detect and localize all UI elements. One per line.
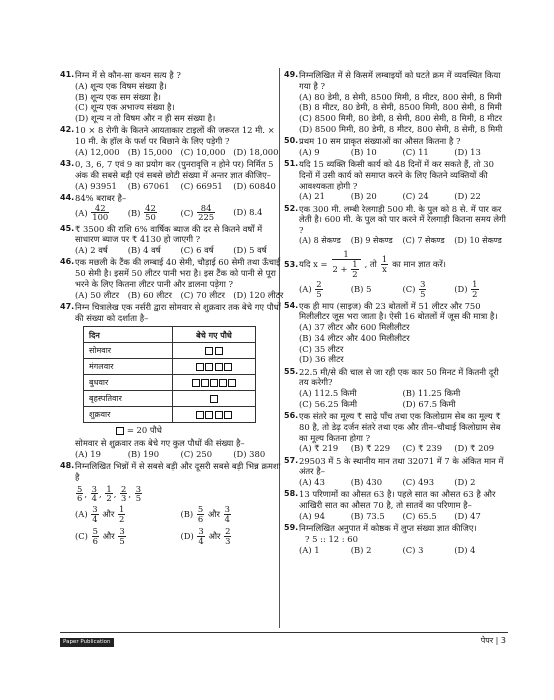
option-a[interactable]: (A) 93951 (75, 180, 117, 191)
option-a[interactable]: (A) 9 (299, 146, 320, 157)
option-c[interactable]: (C) शून्य एक अभाज्य संख्या है। (75, 102, 175, 113)
fraction: $\frac{42}{100}$ (92, 202, 109, 223)
fraction: $\frac{42}{50}$ (145, 202, 156, 223)
option-b[interactable]: (B) 5 (350, 284, 372, 295)
header-plants: बेचे गए पौधे (173, 327, 256, 343)
question-text: 0, 3, 6, 7 एवं 9 का प्रयोग कर (पुनरावृत्ति न होने पर) निर्मित 5 अंक की सबसे बड़ी एवं सबसे छोटी संख्या में अन्तर ज्ञात कीजिए– (75, 159, 274, 180)
option-d[interactable]: (D) 13 (454, 146, 481, 157)
option-b[interactable]: (B) 190 (127, 448, 160, 459)
option-b[interactable]: (B) ₹ 229 (350, 443, 391, 454)
plant-box-icon (205, 411, 213, 419)
plant-box-icon (210, 379, 218, 387)
option-d[interactable]: (D) 36 लीटर (299, 354, 344, 365)
plant-box-icon (224, 411, 232, 419)
fraction: $\frac{5}{6}$ (77, 483, 83, 504)
left-column (60, 70, 286, 547)
option-a[interactable]: (A) 43 (299, 477, 325, 488)
question-subtext: सोमवार से शुक्रवार तक बेचे गए कुल पौधों की संख्या है– (75, 438, 245, 449)
plant-boxes (173, 359, 256, 375)
question-text: एक मछली के टैंक की लम्बाई 40 सेमी, चौड़ाई 60 सेमी तथा ऊँचाई 50 सेमी है। इसमें 50 लीटर पानी भरा है। इस टैंक को पानी से पूरा भरने के लिए कितना लीटर पानी और डालना पड़ेगा ? (75, 257, 281, 289)
option-d[interactable]: (D) 18,000 (233, 146, 279, 157)
option-d[interactable]: (D) 4 (454, 544, 476, 555)
plant-box-icon (196, 411, 204, 419)
option-d[interactable]: (D) 2 (454, 477, 476, 488)
option-b[interactable]: (B) 8 मीटर, 80 डेमी, 8 सेमी, 8500 मिमी, 800 सेमी, 8 मिमी (299, 102, 502, 113)
question-text: निम्न चित्रालेख एक नर्सरी द्वारा सोमवार से शुक्रवार तक बेचे गए पौधों की संख्या को दर्शाता है– (75, 301, 281, 323)
question-48: 48. निम्नलिखित भिन्नों में से सबसे बड़ी और दूसरी सबसे बड़ी भिन्न क्रमशः है $\frac{5}{6}$ , $\frac{3}{4}$ , $\frac{1}{2}$ , $\frac{2}{3}$ , $\frac{3}{5}$ (A) $\frac{3}{4}$ और $\frac{1}{2}$ (B) $\frac{5}{6}$ और $\frac{3}{4}$ (C) $\frac{5}{6}$ और $\frac{3}{5}$ (D) $\frac{3}{4}$ और $\frac{2}{3}$ (60, 461, 286, 545)
plant-boxes (173, 343, 256, 359)
option-d[interactable]: (D) 380 (233, 448, 266, 459)
fraction: $\frac{84}{225}$ (198, 202, 215, 223)
option-b[interactable]: (B) 60 लीटर (127, 289, 172, 300)
fraction-list: $\frac{5}{6}$ , $\frac{3}{4}$ , $\frac{1}{2}$ , $\frac{2}{3}$ , $\frac{3}{5}$ (77, 483, 142, 504)
question-44: 44. 84% बराबर है– (A) $\frac{42}{100}$ (B) $\frac{42}{50}$ (C) $\frac{84}{225}$ (D) 8.4 (60, 193, 286, 222)
option-a[interactable]: (A) 21 (299, 191, 325, 202)
option-a[interactable]: (A) 50 लीटर (75, 289, 120, 300)
option-c[interactable]: (C) 65.5 (402, 510, 437, 521)
page-number: पेपर | 3 (480, 636, 506, 645)
option-c[interactable]: (C) 35 लीटर (299, 343, 344, 354)
option-a[interactable]: (A) 12,000 (75, 146, 120, 157)
option-b[interactable]: (B) $\frac{42}{50}$ (127, 202, 156, 223)
question-text: 10 × 8 रोगी के कितने आयताकार टाइलों की जरूरत 12 मी. × 10 मी. के हॉल के फर्श पर बिछाने के लिए पड़ेगी ? (75, 125, 275, 146)
plant-box-icon (215, 363, 223, 371)
option-b[interactable]: (B) $\frac{5}{6}$ और $\frac{3}{4}$ (180, 504, 230, 525)
plant-boxes (173, 375, 256, 391)
pictograph-legend: = 20 पौधे (115, 425, 286, 436)
option-a[interactable]: (A) 80 डेमी, 8 सेमी, 8500 मिमी, 8 मीटर, 800 सेमी, 8 मिमी (299, 91, 502, 102)
option-a[interactable]: (A) 94 (299, 510, 325, 521)
question-54: 54. एक ही माप (साइज) की 23 बोतलों में 51 लीटर और 750 मिलीलीटर जूस भरा जाता है। ऐसी 16 बोतलों में जूस की मात्रा है। (A) 37 लीटर और 600 मिलीलीटर (B) 34 लीटर और 400 मिलीलीटर (C) 35 लीटर (D) 36 लीटर (284, 301, 506, 366)
plant-box-icon (205, 363, 213, 371)
option-a[interactable]: (A) शून्य एक विषम संख्या है। (75, 80, 167, 91)
question-47: 47. निम्न चित्रालेख एक नर्सरी द्वारा सोमवार से शुक्रवार तक बेचे गए पौधों की संख्या को दर्शाता है– दिन बेचे गए पौधे सोमवार मंगलवार बुधवार बृहस्पतिवार शुक्रवार = 20 पौधे सोमवार से शुक्रवार तक बेचे गए कुल पौधों की संख्या है– (A) 19 (B) 190 (C) 250 (D) 380 (60, 302, 286, 460)
plant-boxes (173, 407, 256, 423)
option-a[interactable]: (A) $\frac{42}{100}$ (75, 202, 109, 223)
question-text: 22.5 मी/से की चाल से जा रही एक कार 50 मिनट में कितनी दूरी तय करेगी? (299, 366, 499, 388)
question-52: 52. एक 300 मी. लम्बी रेलगाड़ी 500 मी. के पुल को 8 से. में पार कर लेती है। 600 मी. के पुल को पार करने में रेलगाड़ी कितना समय लेगी ? (A) 8 सेकण्ड (B) 9 सेकण्ड (C) 7 सेकण्ड (D) 10 सेकण्ड (284, 203, 506, 245)
option-b[interactable]: (B) 67061 (127, 180, 170, 191)
option-b[interactable]: (B) शून्य एक सम संख्या है। (75, 91, 161, 102)
day-label: बृहस्पतिवार (84, 391, 173, 407)
option-c[interactable]: (C) 24 (402, 191, 429, 202)
option-b[interactable]: (B) 11.25 किमी (402, 388, 461, 399)
option-b[interactable]: (B) 15,000 (127, 146, 173, 157)
option-d[interactable]: (D) 60840 (233, 180, 276, 191)
option-a[interactable]: (A) 37 लीटर और 600 मिलीलीटर (299, 322, 410, 333)
question-text: प्रथम 10 सम प्राकृत संख्याओं का औसत कितना है ? (299, 136, 461, 146)
option-d[interactable]: (D) 22 (454, 191, 481, 202)
question-text: निम्नलिखित में से किसमें लम्बाइयों को घटते क्रम में व्यवस्थित किया गया है ? (299, 70, 501, 91)
option-b[interactable]: (B) 4 वर्ष (127, 245, 161, 256)
ratio-expression: ? 5 :: 12 : 60 (305, 533, 358, 544)
plant-box-icon (192, 379, 200, 387)
day-label: सोमवार (84, 343, 173, 359)
question-45: 45. ₹ 3500 की राशि 6% वार्षिक ब्याज की दर से कितने वर्षों में साधारण ब्याज पर ₹ 4130 हो जाएगी ? (A) 2 वर्ष (B) 4 वर्ष (C) 6 वर्ष (D) 5 वर्ष (60, 224, 286, 256)
day-label: मंगलवार (84, 359, 173, 375)
option-d[interactable]: (D) $\frac{3}{4}$ और $\frac{2}{3}$ (180, 525, 231, 546)
question-text: ₹ 3500 की राशि 6% वार्षिक ब्याज की दर से कितने वर्षों में साधारण ब्याज पर ₹ 4130 हो जाएगी ? (75, 223, 263, 245)
plant-box-icon (224, 363, 232, 371)
question-text: एक ही माप (साइज) की 23 बोतलों में 51 लीटर और 750 मिलीलीटर जूस भरा जाता है। ऐसी 16 बोतलों में जूस की मात्रा है। (299, 300, 498, 322)
fraction: 1 2 + $\frac{1}{2}$ (332, 250, 361, 278)
fraction: $\frac{1}{2}$ (106, 483, 112, 504)
option-c[interactable]: (C) 250 (180, 448, 213, 459)
fraction: $\frac{3}{4}$ (91, 483, 98, 504)
question-46: 46. एक मछली के टैंक की लम्बाई 40 सेमी, चौड़ाई 60 सेमी तथा ऊँचाई 50 सेमी है। इसमें 50 लीटर पानी भरा है। इस टैंक को पानी से पूरा भरने के लिए कितना लीटर पानी और डालना पड़ेगा ? (A) 50 लीटर (B) 60 लीटर (C) 70 लीटर (D) 120 लीटर (60, 257, 286, 300)
option-c[interactable]: (C) ₹ 239 (402, 443, 443, 454)
header-day: दिन (84, 327, 173, 343)
option-a[interactable]: (A) $\frac{3}{4}$ और $\frac{1}{2}$ (75, 504, 125, 525)
option-b[interactable]: (B) 430 (350, 477, 383, 488)
fraction: $\frac{1}{x}$ (381, 253, 388, 274)
option-c[interactable]: (C) 493 (402, 477, 435, 488)
plant-box-icon (219, 379, 227, 387)
option-c[interactable]: (C) 10,000 (180, 146, 226, 157)
question-43: 43. 0, 3, 6, 7 एवं 9 का प्रयोग कर (पुनरावृत्ति न होने पर) निर्मित 5 अंक की सबसे बड़ी एवं सबसे छोटी संख्या में अन्तर ज्ञात कीजिए– (A) 93951 (B) 67061 (C) 66951 (D) 60840 (60, 159, 286, 191)
plant-box-icon (201, 379, 209, 387)
option-b[interactable]: (B) 34 लीटर और 400 मिलीलीटर (299, 332, 410, 343)
question-53: 53. यदि x = 1 2 + $\frac{1}{2}$ , तो $\frac{1}{x}$ का मान ज्ञात करें। (A) $\frac{2}{5}$ (B) 5 (C) $\frac{3}{5}$ (D) $\frac{1}{2}$ (284, 250, 506, 299)
pictograph-table (83, 326, 256, 423)
question-55: 55. 22.5 मी/से की चाल से जा रही एक कार 50 मिनट में कितनी दूरी तय करेगी? (A) 112.5 किमी (B) 11.25 किमी (C) 56.25 किमी (D) 67.5 किमी (284, 367, 506, 410)
question-42: 42. 10 × 8 रोगी के कितने आयताकार टाइलों की जरूरत 12 मी. × 10 मी. के हॉल के फर्श पर बिछाने के लिए पड़ेगी ? (A) 12,000 (B) 15,000 (C) 10,000 (D) 18,000 (60, 125, 286, 157)
option-d[interactable]: (D) ₹ 209 (454, 443, 495, 454)
plant-box-icon (215, 411, 223, 419)
question-56: 56. एक संतरे का मूल्य ₹ साढ़े पाँच तथा एक किलोग्राम सेब का मूल्य ₹ 80 है, तो डेढ़ दर्जन संतरे तथा एक और तीन–चौथाई किलोग्राम सेब का मूल्य कितना होगा ? (A) ₹ 219 (B) ₹ 229 (C) ₹ 239 (D) ₹ 209 (284, 411, 506, 454)
question-text: यदि 15 व्यक्ति किसी कार्य को 48 दिनों में कर सकते हैं, तो 30 दिनों में उसी कार्य को समाप्त करने के लिए कितने व्यक्तियों की आवश्यकता होगी ? (299, 159, 494, 191)
question-41: 41. निम्न में से कौन-सा कथन सत्य है ? (A) शून्य एक विषम संख्या है। (B) शून्य एक सम संख्या है। (C) शून्य एक अभाज्य संख्या है। (D) शून्य न तो विषम और न ही सम संख्या है। (60, 70, 286, 124)
question-text: निम्न में से कौन-सा कथन सत्य है ? (75, 70, 181, 80)
right-column (284, 70, 506, 557)
question-text: एक संतरे का मूल्य ₹ साढ़े पाँच तथा एक किलोग्राम सेब का मूल्य ₹ 80 है, तो डेढ़ दर्जन संतरे तथा एक और तीन–चौथाई किलोग्राम सेब का मूल्य कितना होगा ? (299, 411, 501, 443)
option-c[interactable]: (C) 70 लीटर (180, 289, 225, 300)
question-49: 49. निम्नलिखित में से किसमें लम्बाइयों को घटते क्रम में व्यवस्थित किया गया है ? (A) 80 डेमी, 8 सेमी, 8500 मिमी, 8 मीटर, 800 सेमी, 8 मिमी (B) 8 मीटर, 80 डेमी, 8 सेमी, 8500 मिमी, 800 सेमी, 8 मिमी (C) 8500 मिमी, 80 डेमी, 8 सेमी, 800 सेमी, 8 मिमी, 8 मीटर (D) 8500 मिमी, 80 डेमी, 8 मीटर, 800 सेमी, 8 सेमी, 8 मिमी (284, 70, 506, 135)
option-c[interactable]: (C) 56.25 किमी (299, 398, 358, 409)
question-text: एक 300 मी. लम्बी रेलगाड़ी 500 मी. के पुल को 8 से. में पार कर लेती है। 600 मी. के पुल को पार करने में रेलगाड़ी कितना समय लेगी ? (299, 203, 506, 235)
option-d[interactable]: (D) 8500 मिमी, 80 डेमी, 8 मीटर, 800 सेमी, 8 सेमी, 8 मिमी (299, 123, 503, 134)
option-c[interactable]: (C) 6 वर्ष (180, 245, 214, 256)
question-57: 57. 29503 में 5 के स्थानीय मान तथा 32071 में 7 के अंकित मान में अंतर है– (A) 43 (B) 430 (C) 493 (D) 2 (284, 456, 506, 488)
day-label: शुक्रवार (84, 407, 173, 423)
option-b[interactable]: (B) 10 (350, 146, 377, 157)
publisher-logo: Paper Publication (60, 638, 114, 647)
option-a[interactable]: (A) 8 सेकण्ड (299, 235, 341, 245)
day-label: बुधवार (84, 375, 173, 391)
question-text: 29503 में 5 के स्थानीय मान तथा 32071 में 7 के अंकित मान में अंतर है– (299, 455, 504, 477)
option-c[interactable]: (C) 66951 (180, 180, 223, 191)
option-a[interactable]: (A) ₹ 219 (299, 443, 339, 454)
question-text: 13 परिणामों का औसत 63 है। पहले सात का औसत 63 है और आखिरी सात का औसत 70 है, तो सातवें का परिणाम है– (299, 489, 496, 511)
option-d[interactable]: (D) $\frac{1}{2}$ (454, 279, 478, 300)
option-b[interactable]: (B) 73.5 (350, 510, 385, 521)
footer-rule (60, 632, 508, 633)
plant-box-icon (210, 395, 218, 403)
fraction: $\frac{3}{5}$ (135, 483, 142, 504)
plant-boxes (173, 391, 256, 407)
option-c[interactable]: (C) $\frac{3}{5}$ (402, 279, 426, 300)
option-c[interactable]: (C) $\frac{5}{6}$ और $\frac{3}{5}$ (75, 525, 125, 546)
question-text: 84% बराबर है– (75, 192, 127, 203)
option-a[interactable]: (A) 19 (75, 448, 101, 459)
option-d[interactable]: (D) 120 लीटर (233, 289, 284, 300)
plant-box-icon (215, 347, 223, 355)
option-a[interactable]: (A) 1 (299, 544, 320, 555)
option-d[interactable]: (D) 10 सेकण्ड (454, 235, 502, 245)
option-c[interactable]: (C) 8500 मिमी, 80 डेमी, 8 सेमी, 800 सेमी, 8 मिमी, 8 मीटर (299, 113, 503, 123)
option-d[interactable]: (D) 47 (454, 510, 481, 521)
option-a[interactable]: (A) 2 वर्ष (75, 245, 108, 256)
plant-box-icon (116, 427, 124, 435)
option-c[interactable]: (C) 7 सेकण्ड (402, 235, 445, 245)
option-b[interactable]: (B) 20 (350, 191, 377, 202)
option-c[interactable]: (C) 11 (402, 146, 429, 157)
option-d[interactable]: (D) 67.5 किमी (402, 398, 456, 409)
plant-box-icon (228, 379, 236, 387)
plant-box-icon (205, 347, 213, 355)
option-b[interactable]: (B) 9 सेकण्ड (350, 235, 393, 245)
question-59: 59. निम्नलिखित अनुपात में कोष्ठक में लुप्त संख्या ज्ञात कीजिए। ? 5 :: 12 : 60 (A) 1 (B) 2 (C) 3 (D) 4 (284, 523, 506, 555)
question-50: 50. प्रथम 10 सम प्राकृत संख्याओं का औसत कितना है ? (A) 9 (B) 10 (C) 11 (D) 13 (284, 136, 506, 158)
option-c[interactable]: (C) 3 (402, 544, 424, 555)
option-d[interactable]: (D) 5 वर्ष (233, 245, 267, 256)
option-c[interactable]: (C) $\frac{84}{225}$ (180, 202, 215, 223)
option-a[interactable]: (A) 112.5 किमी (299, 388, 357, 399)
question-51: 51. यदि 15 व्यक्ति किसी कार्य को 48 दिनों में कर सकते हैं, तो 30 दिनों में उसी कार्य को समाप्त करने के लिए कितने व्यक्तियों की आवश्यकता होगी ? (A) 21 (B) 20 (C) 24 (D) 22 (284, 159, 506, 202)
question-text: निम्नलिखित भिन्नों में से सबसे बड़ी और दूसरी सबसे बड़ी भिन्न क्रमशः है (75, 461, 281, 482)
option-d[interactable]: (D) शून्य न तो विषम और न ही सम संख्या है। (75, 113, 216, 123)
question-text: निम्नलिखित अनुपात में कोष्ठक में लुप्त संख्या ज्ञात कीजिए। (299, 523, 477, 534)
option-a[interactable]: (A) $\frac{2}{5}$ (299, 279, 322, 300)
plant-box-icon (196, 363, 204, 371)
question-58: 58. 13 परिणामों का औसत 63 है। पहले सात का औसत 63 है और आखिरी सात का औसत 70 है, तो सातवें का परिणाम है– (A) 94 (B) 73.5 (C) 65.5 (D) 47 (284, 489, 506, 521)
fraction: $\frac{2}{3}$ (121, 483, 127, 504)
option-d[interactable]: (D) 8.4 (233, 207, 263, 218)
option-b[interactable]: (B) 2 (350, 544, 372, 555)
question-text: यदि x = 1 2 + $\frac{1}{2}$ , तो $\frac{1}{x}$ का मान ज्ञात करें। (299, 248, 446, 279)
